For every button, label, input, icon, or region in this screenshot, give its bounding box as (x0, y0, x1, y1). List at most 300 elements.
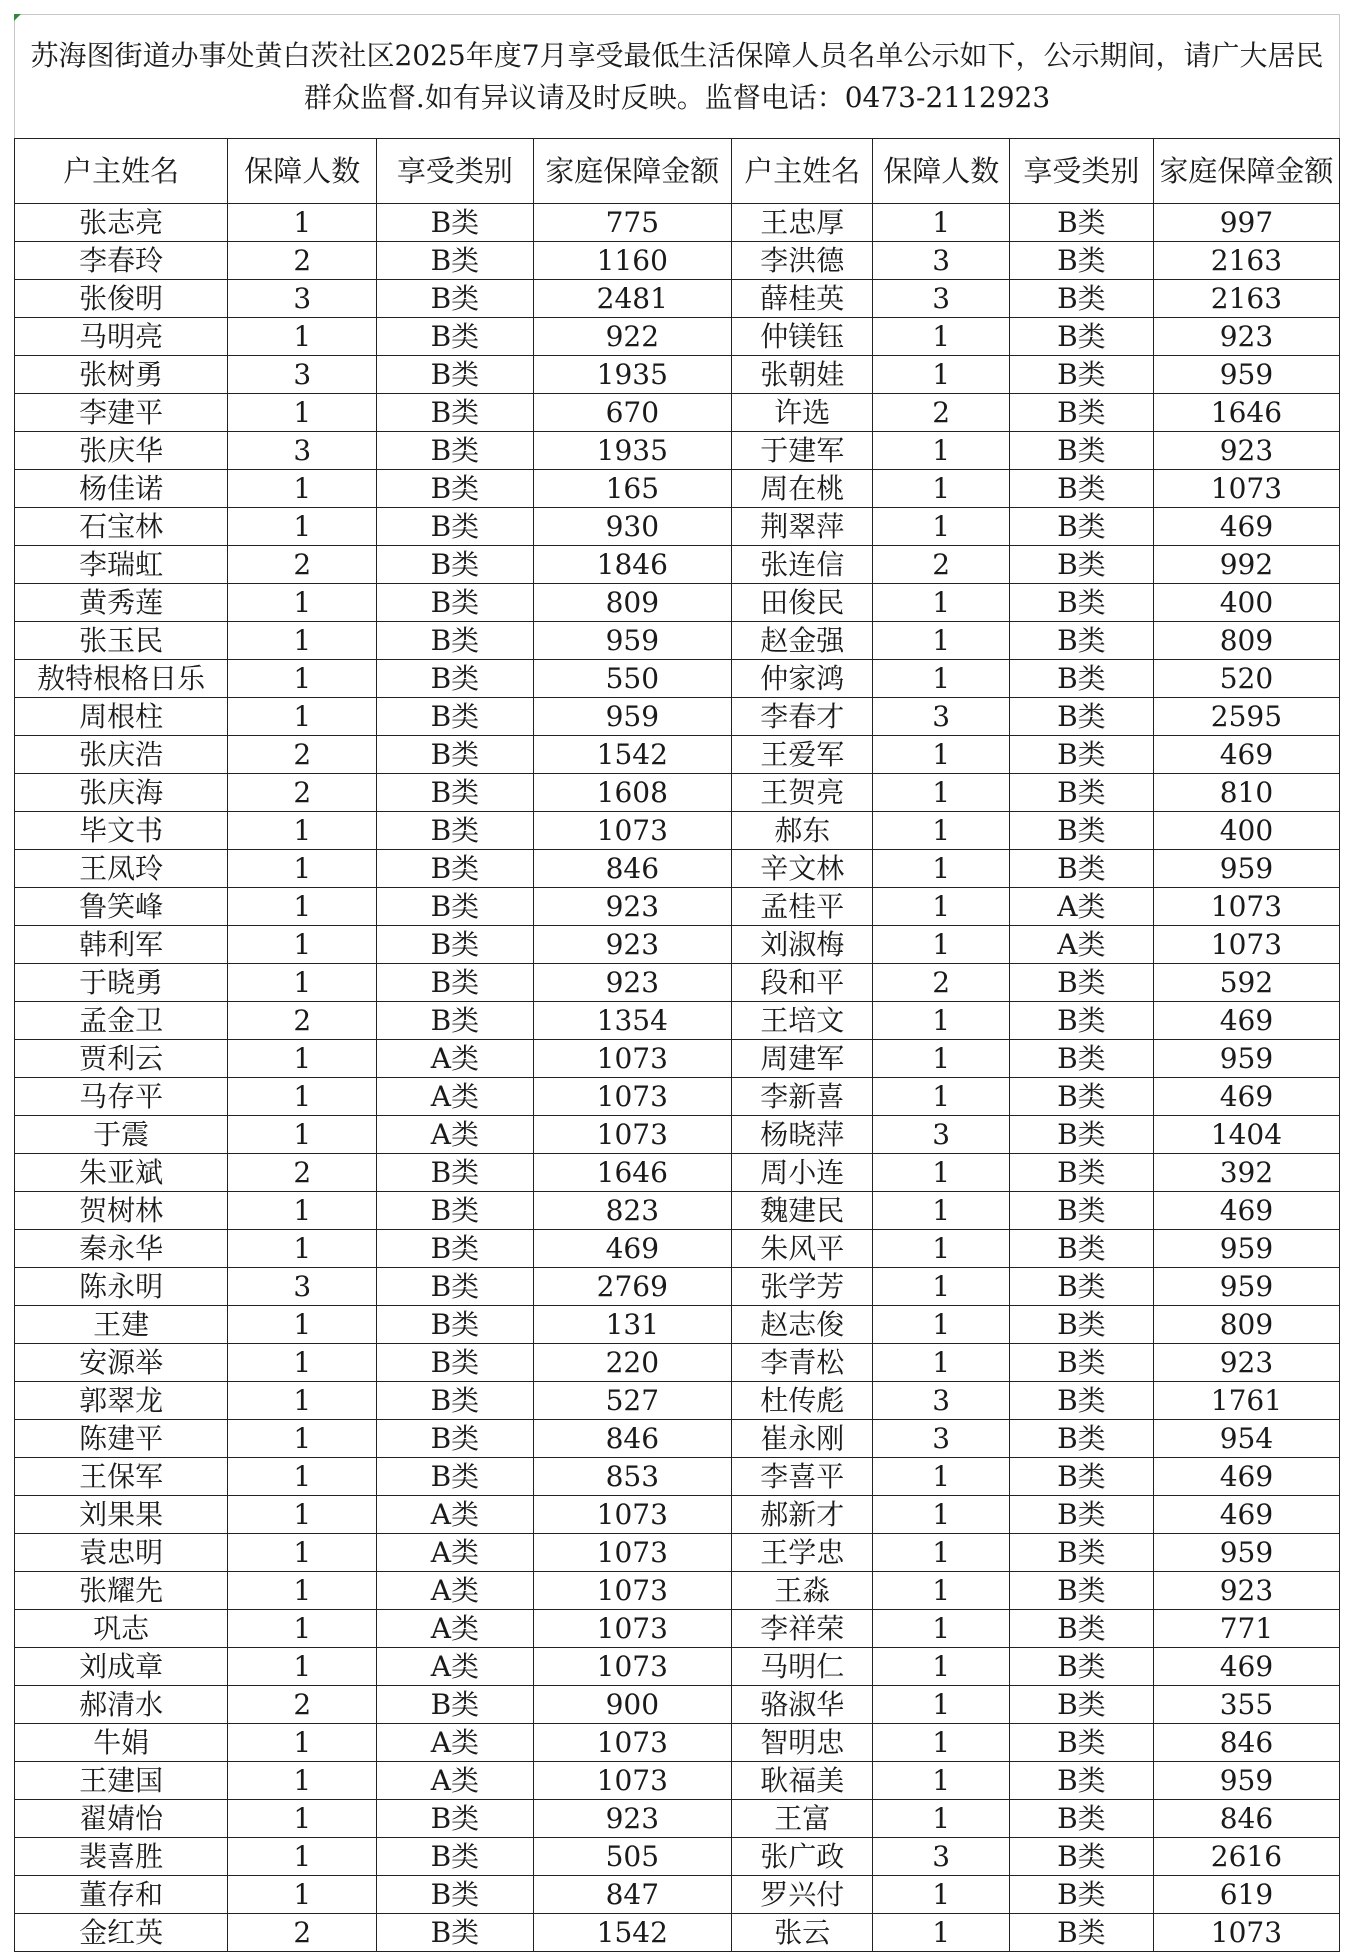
table-row (15, 1914, 1340, 1952)
allowance-category-cell: B类 (1009, 584, 1153, 622)
column-header: 享受类别 (377, 139, 533, 204)
household-amount-cell: 400 (1153, 812, 1339, 850)
householder-name-cell: 王凤玲 (15, 850, 228, 888)
table-row (15, 812, 1340, 850)
householder-name-cell: 毕文书 (15, 812, 228, 850)
covered-count-cell: 1 (228, 660, 377, 698)
household-amount-cell: 355 (1153, 1686, 1339, 1724)
householder-name-cell: 罗兴付 (732, 1876, 873, 1914)
covered-count-cell: 1 (228, 1610, 377, 1648)
household-amount-cell: 809 (533, 584, 732, 622)
allowance-category-cell: B类 (1009, 508, 1153, 546)
allowance-category-cell: B类 (1009, 1800, 1153, 1838)
covered-count-cell: 1 (873, 1306, 1009, 1344)
householder-name-cell: 于建军 (732, 432, 873, 470)
covered-count-cell: 1 (228, 204, 377, 242)
table-row (15, 1382, 1340, 1420)
allowance-category-cell: B类 (1009, 1838, 1153, 1876)
allowance-category-cell: A类 (377, 1648, 533, 1686)
table-row (15, 1762, 1340, 1800)
householder-name-cell: 耿福美 (732, 1762, 873, 1800)
householder-name-cell: 骆淑华 (732, 1686, 873, 1724)
household-amount-cell: 550 (533, 660, 732, 698)
covered-count-cell: 1 (873, 356, 1009, 394)
allowance-category-cell: B类 (377, 1382, 533, 1420)
covered-count-cell: 1 (228, 1116, 377, 1154)
table-row (15, 1534, 1340, 1572)
allowance-category-cell: A类 (377, 1534, 533, 1572)
allowance-category-cell: B类 (1009, 1382, 1153, 1420)
table-row (15, 1268, 1340, 1306)
householder-name-cell: 董存和 (15, 1876, 228, 1914)
covered-count-cell: 1 (873, 888, 1009, 926)
covered-count-cell: 1 (228, 508, 377, 546)
householder-name-cell: 陈永明 (15, 1268, 228, 1306)
covered-count-cell: 1 (228, 1762, 377, 1800)
table-body (15, 204, 1340, 1952)
household-amount-cell: 846 (1153, 1800, 1339, 1838)
householder-name-cell: 许选 (732, 394, 873, 432)
householder-name-cell: 韩利军 (15, 926, 228, 964)
covered-count-cell: 1 (228, 1078, 377, 1116)
householder-name-cell: 张连信 (732, 546, 873, 584)
column-header: 户主姓名 (15, 139, 228, 204)
household-amount-cell: 959 (1153, 1762, 1339, 1800)
table-row (15, 1040, 1340, 1078)
household-amount-cell: 469 (1153, 1192, 1339, 1230)
household-amount-cell: 220 (533, 1344, 732, 1382)
household-amount-cell: 959 (533, 622, 732, 660)
householder-name-cell: 袁忠明 (15, 1534, 228, 1572)
household-amount-cell: 469 (1153, 1002, 1339, 1040)
household-amount-cell: 930 (533, 508, 732, 546)
table-row (15, 1496, 1340, 1534)
householder-name-cell: 刘果果 (15, 1496, 228, 1534)
covered-count-cell: 1 (873, 1040, 1009, 1078)
householder-name-cell: 段和平 (732, 964, 873, 1002)
householder-name-cell: 赵志俊 (732, 1306, 873, 1344)
householder-name-cell: 张志亮 (15, 204, 228, 242)
householder-name-cell: 朱风平 (732, 1230, 873, 1268)
household-amount-cell: 1646 (533, 1154, 732, 1192)
householder-name-cell: 孟桂平 (732, 888, 873, 926)
householder-name-cell: 李青松 (732, 1344, 873, 1382)
householder-name-cell: 刘成章 (15, 1648, 228, 1686)
covered-count-cell: 1 (873, 1268, 1009, 1306)
allowance-category-cell: B类 (1009, 356, 1153, 394)
covered-count-cell: 1 (873, 1686, 1009, 1724)
allowance-category-cell: A类 (377, 1116, 533, 1154)
allowance-category-cell: B类 (1009, 1534, 1153, 1572)
household-amount-cell: 1608 (533, 774, 732, 812)
allowance-category-cell: B类 (1009, 698, 1153, 736)
household-amount-cell: 1761 (1153, 1382, 1339, 1420)
covered-count-cell: 2 (228, 1154, 377, 1192)
household-amount-cell: 469 (1153, 508, 1339, 546)
allowance-category-cell: B类 (377, 660, 533, 698)
covered-count-cell: 3 (873, 1382, 1009, 1420)
household-amount-cell: 992 (1153, 546, 1339, 584)
allowance-category-cell: B类 (377, 888, 533, 926)
household-amount-cell: 392 (1153, 1154, 1339, 1192)
allowance-category-cell: B类 (1009, 622, 1153, 660)
household-amount-cell: 505 (533, 1838, 732, 1876)
household-amount-cell: 2595 (1153, 698, 1339, 736)
table-row (15, 1116, 1340, 1154)
covered-count-cell: 2 (873, 394, 1009, 432)
covered-count-cell: 1 (873, 1648, 1009, 1686)
covered-count-cell: 3 (873, 242, 1009, 280)
table-row (15, 204, 1340, 242)
table-row (15, 888, 1340, 926)
household-amount-cell: 900 (533, 1686, 732, 1724)
householder-name-cell: 陈建平 (15, 1420, 228, 1458)
householder-name-cell: 张玉民 (15, 622, 228, 660)
table-row (15, 318, 1340, 356)
household-amount-cell: 2769 (533, 1268, 732, 1306)
householder-name-cell: 薛桂英 (732, 280, 873, 318)
covered-count-cell: 1 (873, 318, 1009, 356)
table-row (15, 546, 1340, 584)
covered-count-cell: 1 (228, 926, 377, 964)
covered-count-cell: 1 (873, 1192, 1009, 1230)
household-amount-cell: 1542 (533, 736, 732, 774)
allowance-category-cell: B类 (1009, 1154, 1153, 1192)
householder-name-cell: 周根柱 (15, 698, 228, 736)
covered-count-cell: 1 (228, 1382, 377, 1420)
covered-count-cell: 1 (228, 394, 377, 432)
householder-name-cell: 智明忠 (732, 1724, 873, 1762)
table-row (15, 1648, 1340, 1686)
household-amount-cell: 1073 (533, 812, 732, 850)
table-row (15, 964, 1340, 1002)
column-header: 户主姓名 (732, 139, 873, 204)
allowance-category-cell: A类 (377, 1496, 533, 1534)
covered-count-cell: 1 (873, 432, 1009, 470)
covered-count-cell: 1 (228, 812, 377, 850)
household-amount-cell: 1073 (533, 1534, 732, 1572)
household-amount-cell: 923 (1153, 1572, 1339, 1610)
household-amount-cell: 1935 (533, 356, 732, 394)
table-row (15, 926, 1340, 964)
covered-count-cell: 2 (228, 1914, 377, 1952)
allowance-category-cell: A类 (377, 1572, 533, 1610)
household-amount-cell: 923 (1153, 432, 1339, 470)
allowance-category-cell: B类 (377, 1230, 533, 1268)
household-amount-cell: 2163 (1153, 242, 1339, 280)
covered-count-cell: 1 (873, 1572, 1009, 1610)
household-amount-cell: 1646 (1153, 394, 1339, 432)
column-header: 保障人数 (873, 139, 1009, 204)
table-row (15, 698, 1340, 736)
covered-count-cell: 3 (873, 280, 1009, 318)
householder-name-cell: 郝清水 (15, 1686, 228, 1724)
table-row (15, 1230, 1340, 1268)
allowance-category-cell: B类 (1009, 1762, 1153, 1800)
allowance-category-cell: B类 (377, 736, 533, 774)
allowance-category-cell: A类 (377, 1762, 533, 1800)
allowance-category-cell: B类 (377, 1800, 533, 1838)
household-amount-cell: 923 (1153, 1344, 1339, 1382)
household-amount-cell: 1073 (533, 1648, 732, 1686)
allowance-category-cell: B类 (1009, 242, 1153, 280)
column-header: 家庭保障金额 (533, 139, 732, 204)
covered-count-cell: 2 (228, 1686, 377, 1724)
household-amount-cell: 1073 (533, 1496, 732, 1534)
allowance-category-cell: A类 (1009, 926, 1153, 964)
covered-count-cell: 1 (873, 1876, 1009, 1914)
household-amount-cell: 997 (1153, 204, 1339, 242)
household-amount-cell: 959 (1153, 850, 1339, 888)
household-amount-cell: 959 (1153, 1230, 1339, 1268)
covered-count-cell: 1 (873, 204, 1009, 242)
allowance-category-cell: B类 (1009, 204, 1153, 242)
table-row (15, 1154, 1340, 1192)
covered-count-cell: 2 (873, 964, 1009, 1002)
household-amount-cell: 1073 (1153, 470, 1339, 508)
covered-count-cell: 2 (228, 1002, 377, 1040)
allowance-category-cell: B类 (377, 926, 533, 964)
householder-name-cell: 郝新才 (732, 1496, 873, 1534)
householder-name-cell: 于震 (15, 1116, 228, 1154)
allowance-category-cell: A类 (377, 1078, 533, 1116)
householder-name-cell: 王爱军 (732, 736, 873, 774)
allowance-category-cell: B类 (1009, 812, 1153, 850)
householder-name-cell: 田俊民 (732, 584, 873, 622)
householder-name-cell: 张庆浩 (15, 736, 228, 774)
covered-count-cell: 1 (228, 1496, 377, 1534)
table-row (15, 432, 1340, 470)
covered-count-cell: 1 (873, 1724, 1009, 1762)
covered-count-cell: 3 (873, 1116, 1009, 1154)
covered-count-cell: 1 (228, 1344, 377, 1382)
allowance-category-cell: B类 (1009, 850, 1153, 888)
cell-marker-icon (14, 14, 21, 21)
allowance-category-cell: B类 (1009, 1420, 1153, 1458)
allowance-category-cell: B类 (377, 1344, 533, 1382)
household-amount-cell: 846 (533, 1420, 732, 1458)
allowance-category-cell: B类 (377, 242, 533, 280)
covered-count-cell: 2 (228, 242, 377, 280)
allowance-category-cell: B类 (377, 204, 533, 242)
covered-count-cell: 2 (228, 736, 377, 774)
household-amount-cell: 592 (1153, 964, 1339, 1002)
table-row (15, 1002, 1340, 1040)
covered-count-cell: 2 (873, 546, 1009, 584)
householder-name-cell: 刘淑梅 (732, 926, 873, 964)
allowance-category-cell: B类 (377, 1268, 533, 1306)
householder-name-cell: 王富 (732, 1800, 873, 1838)
allowance-category-cell: B类 (377, 1686, 533, 1724)
householder-name-cell: 于晓勇 (15, 964, 228, 1002)
householder-name-cell: 杨晓萍 (732, 1116, 873, 1154)
householder-name-cell: 贺树林 (15, 1192, 228, 1230)
allowance-category-cell: B类 (1009, 1192, 1153, 1230)
householder-name-cell: 王培文 (732, 1002, 873, 1040)
household-amount-cell: 165 (533, 470, 732, 508)
householder-name-cell: 鲁笑峰 (15, 888, 228, 926)
allowance-category-cell: B类 (377, 318, 533, 356)
household-amount-cell: 923 (1153, 318, 1339, 356)
household-amount-cell: 771 (1153, 1610, 1339, 1648)
covered-count-cell: 1 (228, 1458, 377, 1496)
allowance-category-cell: B类 (1009, 1268, 1153, 1306)
table-row (15, 1078, 1340, 1116)
household-amount-cell: 469 (533, 1230, 732, 1268)
table-row (15, 1838, 1340, 1876)
householder-name-cell: 李喜平 (732, 1458, 873, 1496)
household-amount-cell: 469 (1153, 736, 1339, 774)
allowance-category-cell: B类 (1009, 1078, 1153, 1116)
table-row (15, 660, 1340, 698)
household-amount-cell: 131 (533, 1306, 732, 1344)
household-amount-cell: 1073 (533, 1724, 732, 1762)
householder-name-cell: 朱亚斌 (15, 1154, 228, 1192)
household-amount-cell: 846 (533, 850, 732, 888)
covered-count-cell: 1 (873, 1344, 1009, 1382)
household-amount-cell: 775 (533, 204, 732, 242)
table-row (15, 280, 1340, 318)
table-row (15, 508, 1340, 546)
allowance-category-cell: B类 (377, 508, 533, 546)
covered-count-cell: 1 (873, 1002, 1009, 1040)
table-row (15, 1610, 1340, 1648)
allowance-category-cell: B类 (377, 1002, 533, 1040)
allowance-category-cell: A类 (1009, 888, 1153, 926)
table-row (15, 1306, 1340, 1344)
householder-name-cell: 马存平 (15, 1078, 228, 1116)
household-amount-cell: 959 (1153, 356, 1339, 394)
householder-name-cell: 李春才 (732, 698, 873, 736)
household-amount-cell: 1073 (533, 1762, 732, 1800)
covered-count-cell: 1 (228, 584, 377, 622)
allowance-category-cell: B类 (377, 1306, 533, 1344)
householder-name-cell: 马明仁 (732, 1648, 873, 1686)
table-row (15, 1344, 1340, 1382)
allowance-category-cell: B类 (1009, 1610, 1153, 1648)
household-amount-cell: 1846 (533, 546, 732, 584)
covered-count-cell: 2 (228, 774, 377, 812)
household-amount-cell: 1073 (533, 1040, 732, 1078)
household-amount-cell: 1073 (533, 1572, 732, 1610)
allowance-category-cell: B类 (1009, 1116, 1153, 1154)
allowance-category-cell: B类 (377, 964, 533, 1002)
table-row (15, 1724, 1340, 1762)
allowance-category-cell: B类 (1009, 964, 1153, 1002)
covered-count-cell: 1 (228, 1800, 377, 1838)
householder-name-cell: 金红英 (15, 1914, 228, 1952)
allowance-category-cell: B类 (377, 432, 533, 470)
covered-count-cell: 1 (873, 1230, 1009, 1268)
covered-count-cell: 1 (873, 926, 1009, 964)
household-amount-cell: 923 (533, 888, 732, 926)
householder-name-cell: 巩志 (15, 1610, 228, 1648)
covered-count-cell: 1 (873, 1800, 1009, 1838)
household-amount-cell: 2616 (1153, 1838, 1339, 1876)
table-row (15, 1420, 1340, 1458)
householder-name-cell: 翟婧怡 (15, 1800, 228, 1838)
household-amount-cell: 922 (533, 318, 732, 356)
household-amount-cell: 923 (533, 1800, 732, 1838)
covered-count-cell: 3 (228, 432, 377, 470)
householder-name-cell: 贾利云 (15, 1040, 228, 1078)
householder-name-cell: 张俊明 (15, 280, 228, 318)
table-row (15, 736, 1340, 774)
household-amount-cell: 469 (1153, 1078, 1339, 1116)
allowance-category-cell: B类 (1009, 1686, 1153, 1724)
allowance-category-cell: B类 (377, 1914, 533, 1952)
householder-name-cell: 周在桃 (732, 470, 873, 508)
household-amount-cell: 923 (533, 964, 732, 1002)
household-amount-cell: 400 (1153, 584, 1339, 622)
allowance-category-cell: B类 (377, 584, 533, 622)
household-amount-cell: 670 (533, 394, 732, 432)
household-amount-cell: 1073 (533, 1610, 732, 1648)
table-row (15, 470, 1340, 508)
householder-name-cell: 仲镁钰 (732, 318, 873, 356)
table-row (15, 850, 1340, 888)
covered-count-cell: 1 (228, 1306, 377, 1344)
householder-name-cell: 王学忠 (732, 1534, 873, 1572)
household-amount-cell: 959 (1153, 1040, 1339, 1078)
household-amount-cell: 959 (1153, 1534, 1339, 1572)
covered-count-cell: 1 (873, 1458, 1009, 1496)
allowance-category-cell: B类 (1009, 1344, 1153, 1382)
covered-count-cell: 1 (228, 470, 377, 508)
household-amount-cell: 853 (533, 1458, 732, 1496)
allowance-category-cell: B类 (377, 1876, 533, 1914)
covered-count-cell: 1 (228, 1192, 377, 1230)
allowance-category-cell: B类 (1009, 1572, 1153, 1610)
allowance-category-cell: B类 (1009, 318, 1153, 356)
allowance-table (14, 138, 1340, 1952)
household-amount-cell: 527 (533, 1382, 732, 1420)
allowance-category-cell: B类 (377, 850, 533, 888)
covered-count-cell: 2 (228, 546, 377, 584)
covered-count-cell: 1 (228, 1230, 377, 1268)
allowance-category-cell: B类 (377, 774, 533, 812)
householder-name-cell: 王建国 (15, 1762, 228, 1800)
household-amount-cell: 1354 (533, 1002, 732, 1040)
household-amount-cell: 1073 (1153, 1914, 1339, 1952)
householder-name-cell: 李瑞虹 (15, 546, 228, 584)
covered-count-cell: 1 (228, 1724, 377, 1762)
covered-count-cell: 1 (873, 470, 1009, 508)
covered-count-cell: 1 (873, 850, 1009, 888)
covered-count-cell: 1 (873, 584, 1009, 622)
allowance-category-cell: B类 (1009, 394, 1153, 432)
householder-name-cell: 李洪德 (732, 242, 873, 280)
householder-name-cell: 敖特根格日乐 (15, 660, 228, 698)
table-row (15, 356, 1340, 394)
covered-count-cell: 1 (228, 1534, 377, 1572)
householder-name-cell: 王忠厚 (732, 204, 873, 242)
household-amount-cell: 846 (1153, 1724, 1339, 1762)
householder-name-cell: 周建军 (732, 1040, 873, 1078)
allowance-category-cell: B类 (1009, 1496, 1153, 1534)
header-row (15, 139, 1340, 204)
covered-count-cell: 1 (228, 698, 377, 736)
allowance-category-cell: B类 (1009, 1876, 1153, 1914)
allowance-category-cell: B类 (1009, 1002, 1153, 1040)
covered-count-cell: 1 (228, 850, 377, 888)
covered-count-cell: 1 (873, 1914, 1009, 1952)
household-amount-cell: 1160 (533, 242, 732, 280)
allowance-category-cell: B类 (377, 622, 533, 660)
householder-name-cell: 李建平 (15, 394, 228, 432)
allowance-category-cell: B类 (377, 280, 533, 318)
allowance-category-cell: B类 (1009, 736, 1153, 774)
